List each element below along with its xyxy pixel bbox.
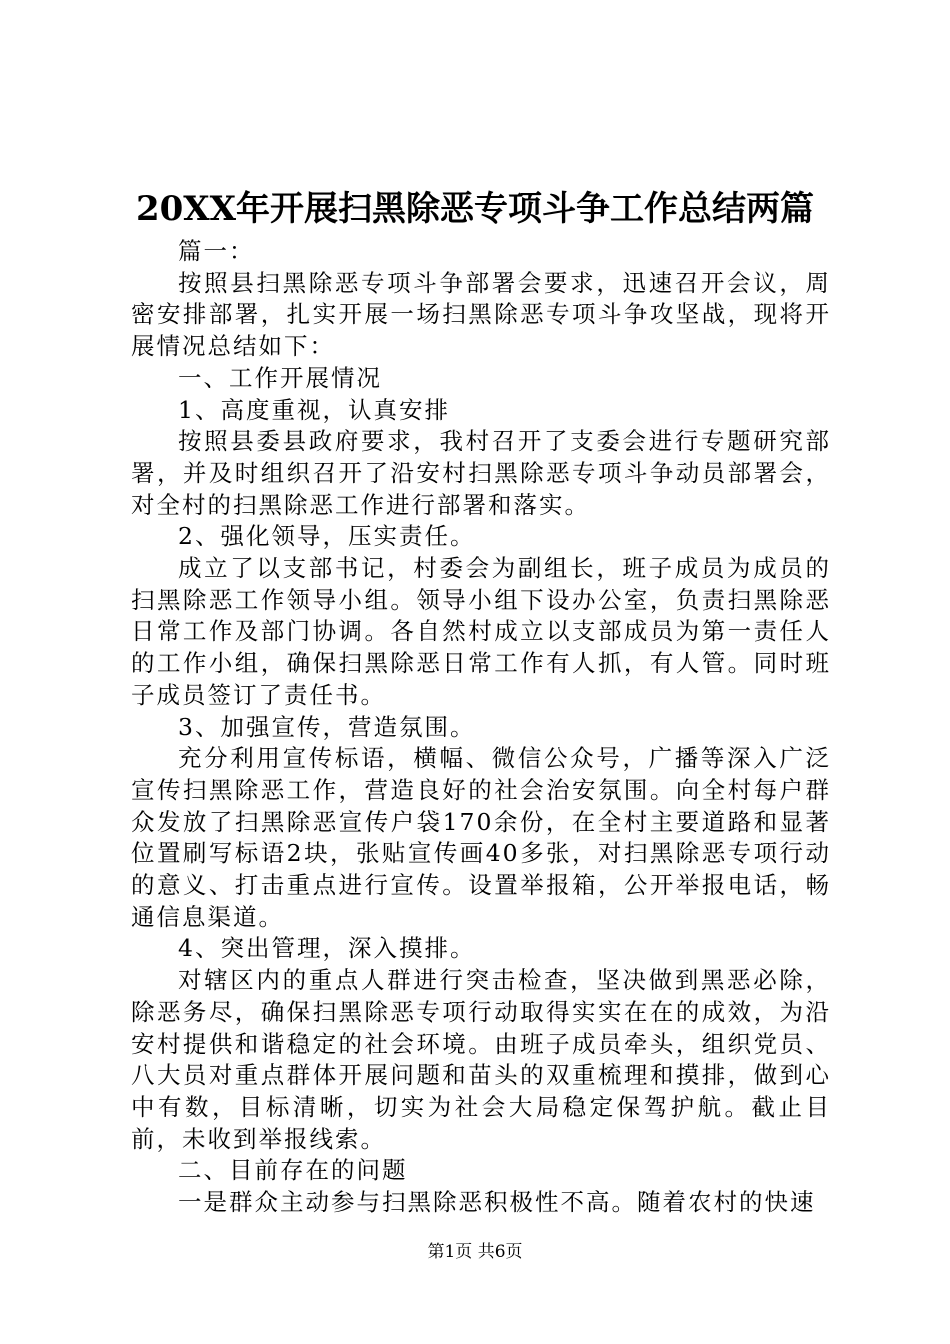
paragraph-intro: 按照县扫黑除恶专项斗争部署会要求，迅速召开会议，周密安排部署，扎实开展一场扫黑除恶专项斗争攻坚战，现将开展情况总结如下： <box>131 268 831 361</box>
document-title: 20XX年开展扫黑除恶专项斗争工作总结两篇 <box>135 189 815 229</box>
paragraph-2: 成立了以支部书记，村委会为副组长，班子成员为成员的扫黑除恶工作领导小组。领导小组下设办公室，负责扫黑除恶日常工作及部门协调。各自然村成立以支部成员为第一责任人的工作小组，确保扫黑除恶日常工作有人抓，有人管。同时班子成员签订了责任书。 <box>131 554 831 709</box>
paragraph-1: 按照县委县政府要求，我村召开了支委会进行专题研究部署，并及时组织召开了沿安村扫黑除恶专项斗争动员部署会，对全村的扫黑除恶工作进行部署和落实。 <box>131 427 831 519</box>
paragraph-section-label: 篇一： <box>178 237 255 265</box>
heading-work-status: 一、工作开展情况 <box>178 363 382 392</box>
subheading-3: 3、加强宣传，营造氛围。 <box>178 712 476 741</box>
document-body <box>131 236 831 1219</box>
subheading-2: 2、强化领导，压实责任。 <box>178 522 476 551</box>
subheading-4: 4、突出管理，深入摸排。 <box>178 934 476 963</box>
paragraph-4: 对辖区内的重点人群进行突击检查，坚决做到黑恶必除，除恶务尽，确保扫黑除恶专项行动取得实实在在的成效，为沿安村提供和谐稳定的社会环境。由班子成员牵头，组织党员、八大员对重点群体开展问题和苗头的双重梳理和摸排，做到心中有数，目标清晰，切实为社会大局稳定保驾护航。截止目前，未收到举报线索。 <box>131 966 831 1153</box>
paragraph-problem-1: 一是群众主动参与扫黑除恶积极性不高。随着农村的快速 <box>178 1188 816 1217</box>
paragraph-3: 充分利用宣传标语，横幅、微信公众号，广播等深入广泛宣传扫黑除恶工作，营造良好的社会治安氛围。向全村每户群众发放了扫黑除恶宣传户袋170余份，在全村主要道路和显著位置刷写标语2块，张贴宣传画40多张，对扫黑除恶专项行动的意义、打击重点进行宣传。设置举报箱，公开举报电话，畅通信息渠道。 <box>131 744 831 931</box>
heading-problems: 二、目前存在的问题 <box>178 1156 408 1185</box>
page-footer: 第1页 共6页 <box>427 1242 523 1262</box>
subheading-1: 1、高度重视，认真安排 <box>178 395 450 424</box>
